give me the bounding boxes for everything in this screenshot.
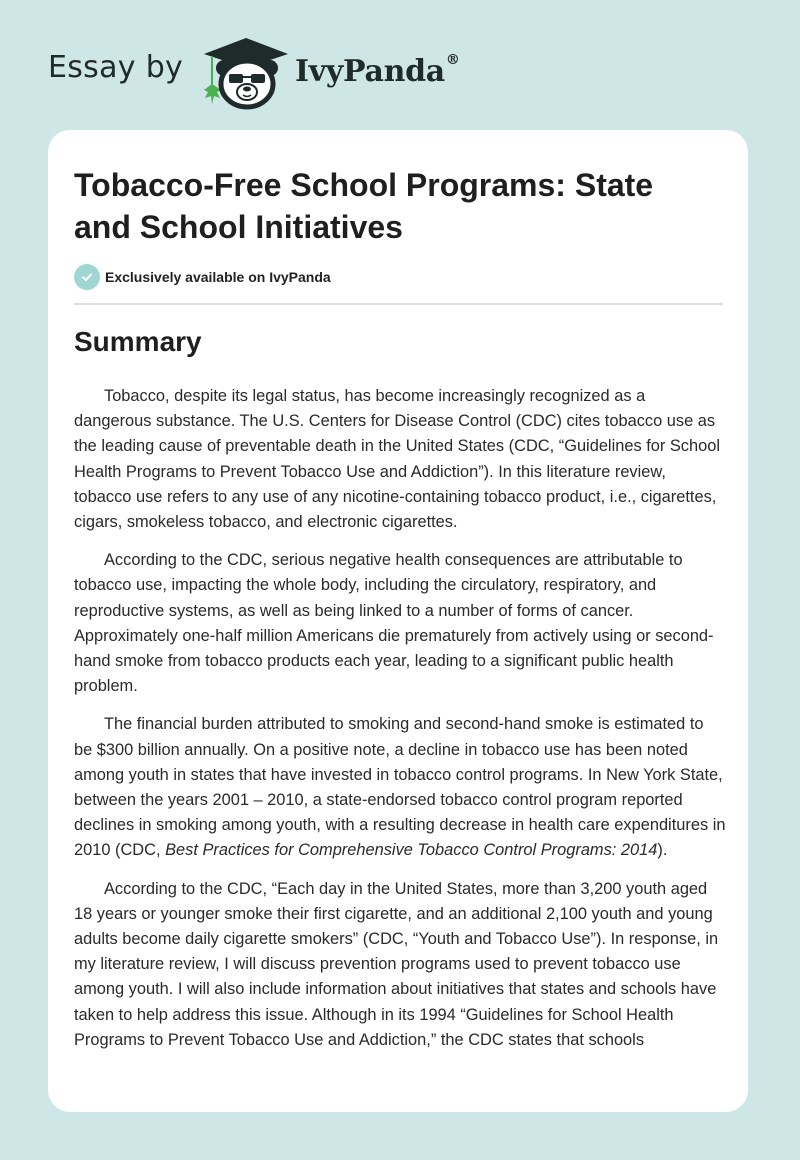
exclusive-badge	[74, 263, 331, 291]
page-title: Tobacco-Free School Programs: State and School Initiatives	[74, 167, 654, 245]
paragraph: According to the CDC, serious negative health consequences are attributable to tobacco use, impacting the whole body, including the circulatory, respiratory, and reproductive systems, as well as being linked to a number of forms of cancer. Approximately one-half million Americans die prematurely from actively using or second-hand smoke from tobacco products each year, leading to a significant public health problem.	[74, 551, 714, 696]
essay-by-label: Essay by	[48, 50, 184, 85]
site-header	[0, 0, 800, 130]
paragraph-text: ).	[657, 841, 668, 860]
exclusive-badge-label: Exclusively available on IvyPanda	[105, 269, 331, 285]
title-divider	[74, 303, 723, 305]
paragraph: According to the CDC, “Each day in the United States, more than 3,200 youth aged 18 years or younger smoke their first cigarette, and an additional 2,100 youth and young adults become daily cigarette smokers” (CDC, “Youth and Tobacco Use”). In response, in my literature review, I will discuss prevention programs used to prevent tobacco use among youth. I will also include information about initiatives that states and schools have taken to help address this issue. Although in its 1994 “Guidelines for School Health Programs to Prevent Tobacco Use and Addiction,” the CDC states that schools	[74, 879, 719, 1049]
paragraph-text: The financial burden attributed to smoking and second-hand smoke is estimated to be $300 billion annually. On a positive note, a decline in tobacco use has been noted among youth in states that have invested in tobacco control programs. In New York State, between the years 2001 – 2010, a state-endorsed tobacco control program reported declines in smoking among youth, with a resulting decrease in health care expenditures in 2010 (CDC,	[74, 715, 726, 860]
section-heading-summary: Summary	[74, 326, 202, 357]
citation-title: Best Practices for Comprehensive Tobacco Control Programs: 2014	[165, 841, 658, 860]
brand-name: IvyPanda	[295, 54, 445, 89]
brand-logo-text[interactable]	[295, 54, 460, 89]
registered-mark: ®	[445, 52, 460, 68]
panda-graduation-cap-icon[interactable]	[200, 34, 292, 110]
paragraph: Tobacco, despite its legal status, has become increasingly recognized as a dangerous substance. The U.S. Centers for Disease Control (CDC) cites tobacco use as the leading cause of preventable death in the United States (CDC, “Guidelines for School Health Programs to Prevent Tobacco Use and Addiction”). In this literature review, tobacco use refers to any use of any nicotine-containing tobacco product, i.e., cigarettes, cigars, smokeless tobacco, and electronic cigarettes.	[74, 387, 720, 532]
check-circle-icon	[74, 264, 100, 290]
paragraph	[74, 712, 726, 863]
essay-body	[74, 384, 726, 1066]
essay-card	[48, 130, 748, 1112]
